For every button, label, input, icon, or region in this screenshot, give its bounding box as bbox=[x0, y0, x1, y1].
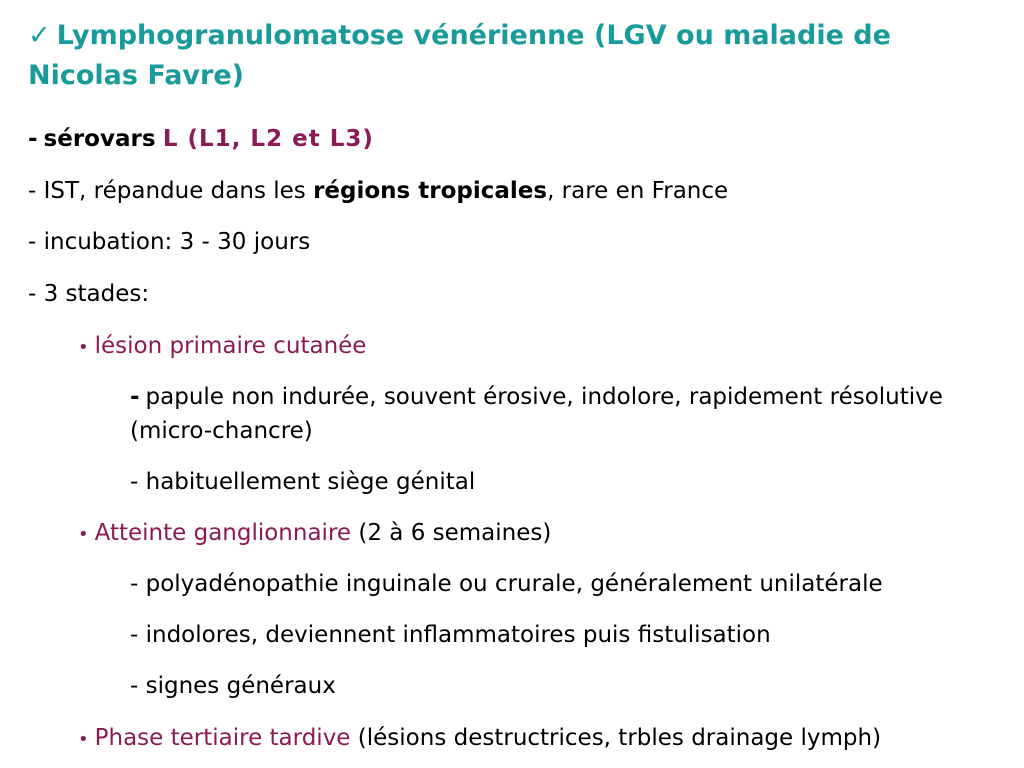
ist-bold: régions tropicales bbox=[313, 178, 548, 204]
stage1-item2: - habituellement siège génital bbox=[130, 469, 476, 495]
stage1-heading bbox=[78, 329, 366, 365]
bullet-icon: • bbox=[78, 337, 89, 358]
stage1-item1-text: papule non indurée, souvent érosive, indolore, rapidement résolutive (micro-chancre) bbox=[130, 384, 943, 444]
stage1-title: lésion primaire cutanée bbox=[94, 333, 367, 359]
stage3-title: Phase tertiaire tardive bbox=[94, 725, 351, 751]
stage1-item1 bbox=[130, 380, 990, 448]
ist-line bbox=[28, 174, 728, 208]
stage3-suffix: (lésions destructrices, trbles drainage lymph) bbox=[350, 725, 882, 751]
ist-prefix: - IST, répandue dans les bbox=[28, 178, 314, 204]
stage2-heading bbox=[78, 516, 551, 552]
ist-suffix: , rare en France bbox=[547, 178, 729, 204]
checkmark-icon: ✓ bbox=[28, 20, 51, 51]
serovars-line bbox=[28, 122, 374, 156]
serovars-dash: - bbox=[28, 126, 38, 152]
stage1-item1-dash: - bbox=[130, 384, 140, 410]
stage2-suffix: (2 à 6 semaines) bbox=[351, 520, 552, 546]
stades-line: - 3 stades: bbox=[28, 281, 150, 307]
slide-title bbox=[28, 16, 988, 96]
stage2-item3: - signes généraux bbox=[130, 673, 336, 699]
bullet-icon: • bbox=[78, 729, 89, 750]
serovars-label: sérovars bbox=[43, 126, 156, 152]
stage2-item1: - polyadénopathie inguinale ou crurale, généralement unilatérale bbox=[130, 571, 883, 597]
stage2-item2: - indolores, deviennent inflammatoires puis fistulisation bbox=[130, 622, 771, 648]
bullet-icon: • bbox=[78, 524, 89, 545]
stage2-title: Atteinte ganglionnaire bbox=[94, 520, 352, 546]
stage3-heading bbox=[78, 721, 978, 757]
slide-title-text: Lymphogranulomatose vénérienne (LGV ou maladie de Nicolas Favre) bbox=[28, 20, 891, 91]
serovars-value: L (L1, L2 et L3) bbox=[162, 126, 374, 152]
incubation-line: - incubation: 3 - 30 jours bbox=[28, 229, 311, 255]
